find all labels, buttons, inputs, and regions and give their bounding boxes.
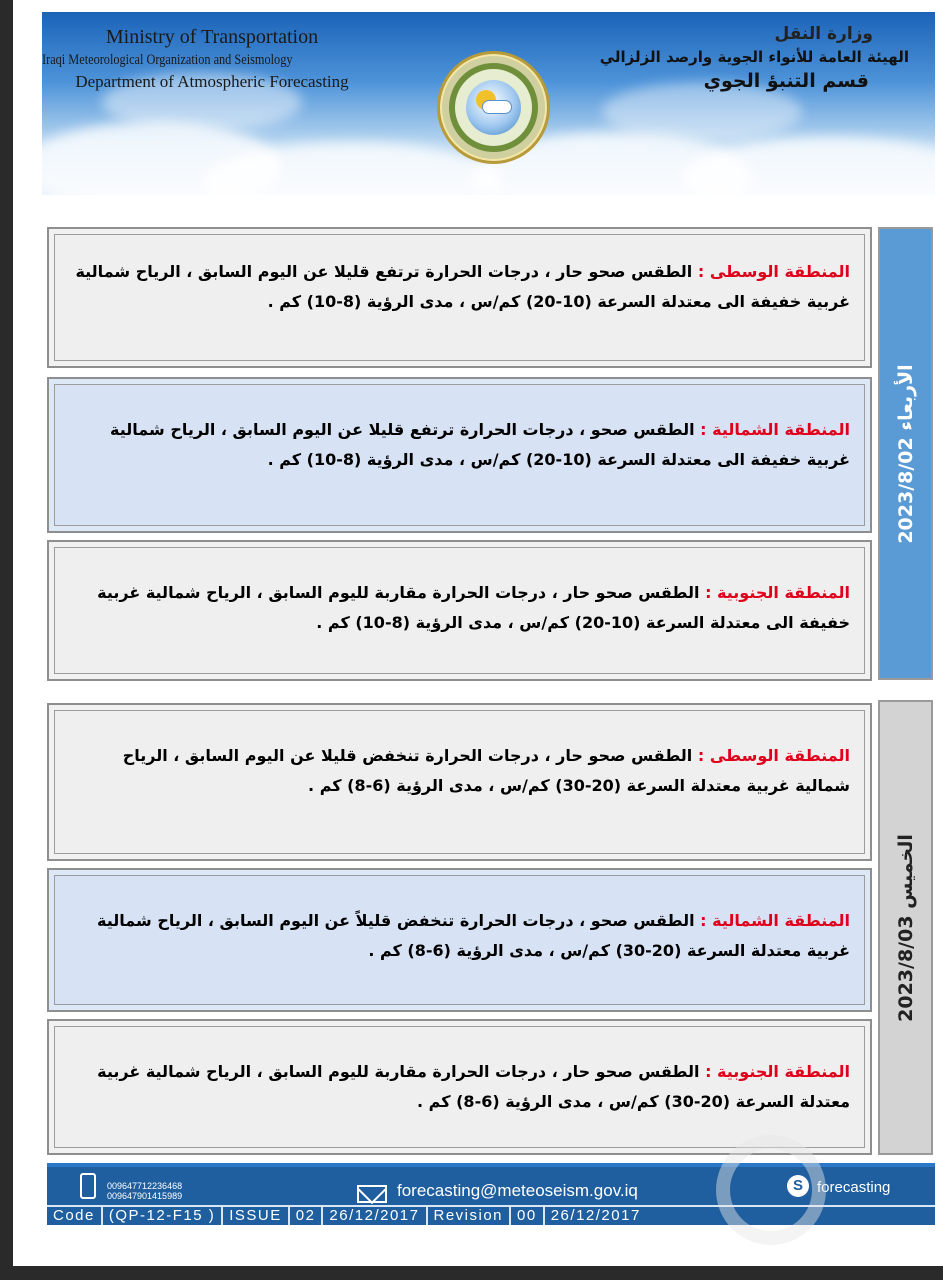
- email-address: forecasting@meteoseism.gov.iq: [397, 1181, 638, 1200]
- forecast-text: المنطقة الجنوبية : الطقس صحو حار ، درجات الحرارة مقاربة لليوم السابق ، الرياح شمالية غربية معتدلة السرعة (20-30) كم/س ، مدى الرؤية (6-8) كم .: [54, 1026, 865, 1148]
- envelope-icon: [357, 1185, 387, 1203]
- revision-label: Revision: [428, 1207, 512, 1225]
- forecast-box: [47, 227, 872, 368]
- phone-numbers: [107, 1181, 182, 1201]
- revision-date: 26/12/2017: [550, 1207, 641, 1224]
- day-date-sidebar: [878, 227, 933, 680]
- forecast-text: المنطقة الشمالية : الطقس صحو ، درجات الحرارة تنخفض قليلاً عن اليوم السابق ، الرياح شمالية غربية معتدلة السرعة (20-30) كم/س ، مدى الرؤية (6-8) كم .: [54, 875, 865, 1005]
- day-date-label: الخميس 2023/8/03: [894, 833, 917, 1022]
- region-name: المنطقة الوسطى: [709, 746, 850, 765]
- forecast-box: [47, 540, 872, 681]
- region-name: المنطقة الوسطى: [709, 262, 850, 281]
- phone-number: 009647901415989: [107, 1191, 183, 1201]
- english-letterhead: [42, 26, 382, 92]
- organization-seal-logo: [437, 51, 550, 164]
- region-name: المنطقة الجنوبية: [717, 583, 850, 602]
- skype-icon: S: [787, 1175, 809, 1197]
- organization-name-en: Iraqi Meteorological Organization and Seismology: [42, 52, 293, 68]
- code-value: (QP-12-F15 ): [103, 1207, 223, 1225]
- phone-number: 009647712236468: [107, 1181, 183, 1191]
- ministry-name-en: Ministry of Transportation: [105, 26, 319, 48]
- cloud-icon: [482, 100, 512, 114]
- arabic-letterhead: [599, 24, 909, 92]
- forecast-body: الطقس صحو حار ، درجات الحرارة تنخفض قليلا عن اليوم السابق ، الرياح شمالية غربية معتدلة السرعة (20-30) كم/س ، مدى الرؤية (6-8) كم .: [122, 746, 850, 795]
- forecast-body: الطقس صحو ، درجات الحرارة ترتفع قليلا عن اليوم السابق ، الرياح شمالية غربية خفيفة الى معتدلة السرعة (10-20) كم/س ، مدى الرؤية (8-10) كم .: [110, 420, 850, 469]
- forecast-box: [47, 1019, 872, 1155]
- region-name: المنطقة الجنوبية: [717, 1062, 850, 1081]
- ministry-name-ar: وزارة النقل: [774, 24, 873, 44]
- department-name-en: Department of Atmospheric Forecasting: [75, 72, 349, 91]
- issue-date: 26/12/2017: [323, 1207, 427, 1225]
- forecast-box: [47, 703, 872, 861]
- letterhead-banner: [42, 12, 935, 195]
- skype-handle: forecasting: [817, 1179, 891, 1196]
- region-name: المنطقة الشمالية: [712, 911, 850, 930]
- forecast-text: المنطقة الوسطى : الطقس صحو حار ، درجات الحرارة تنخفض قليلا عن اليوم السابق ، الرياح شمالية غربية معتدلة السرعة (20-30) كم/س ، مدى الرؤية (6-8) كم .: [54, 710, 865, 854]
- department-name-ar: قسم التنبؤ الجوي: [703, 70, 869, 92]
- forecast-body: الطقس صحو ، درجات الحرارة تنخفض قليلاً عن اليوم السابق ، الرياح شمالية غربية معتدلة السرعة (20-30) كم/س ، مدى الرؤية (6-8) كم .: [97, 911, 850, 960]
- code-label: Code: [47, 1207, 103, 1225]
- issue-label: ISSUE: [223, 1207, 290, 1225]
- bottom-border: [0, 1266, 943, 1280]
- organization-name-ar: الهيئة العامة للأنواء الجوية وارصد الزلزالي: [599, 48, 909, 66]
- left-border: [0, 0, 13, 1280]
- forecast-text: المنطقة الوسطى : الطقس صحو حار ، درجات الحرارة ترتفع قليلا عن اليوم السابق ، الرياح شمالية غربية خفيفة الى معتدلة السرعة (10-20) كم/س ، مدى الرؤية (8-10) كم .: [54, 234, 865, 361]
- forecast-body: الطقس صحو حار ، درجات الحرارة ترتفع قليلا عن اليوم السابق ، الرياح شمالية غربية خفيفة الى معتدلة السرعة (10-20) كم/س ، مدى الرؤية (8-10) كم .: [75, 262, 850, 311]
- forecast-body: الطقس صحو حار ، درجات الحرارة مقاربة لليوم السابق ، الرياح شمالية غربية خفيفة الى معتدلة السرعة (10-20) كم/س ، مدى الرؤية (8-10) كم .: [97, 583, 850, 632]
- forecast-text: المنطقة الشمالية : الطقس صحو ، درجات الحرارة ترتفع قليلا عن اليوم السابق ، الرياح شمالية غربية خفيفة الى معتدلة السرعة (10-20) كم/س ، مدى الرؤية (8-10) كم .: [54, 384, 865, 526]
- day-date-sidebar: [878, 700, 933, 1155]
- phone-icon: [80, 1173, 96, 1199]
- day-date-label: الأربعاء 2023/8/02: [894, 363, 917, 544]
- watermark-logo: [716, 1135, 826, 1245]
- issue-value: 02: [290, 1207, 324, 1225]
- forecast-box: [47, 868, 872, 1012]
- forecast-body: الطقس صحو حار ، درجات الحرارة مقاربة لليوم السابق ، الرياح شمالية غربية معتدلة السرعة (20-30) كم/س ، مدى الرؤية (6-8) كم .: [97, 1062, 850, 1111]
- forecast-text: المنطقة الجنوبية : الطقس صحو حار ، درجات الحرارة مقاربة لليوم السابق ، الرياح شمالية غربية خفيفة الى معتدلة السرعة (10-20) كم/س ، مدى الرؤية (8-10) كم .: [54, 547, 865, 674]
- forecast-box: [47, 377, 872, 533]
- revision-value: 00: [511, 1207, 545, 1225]
- region-name: المنطقة الشمالية: [712, 420, 850, 439]
